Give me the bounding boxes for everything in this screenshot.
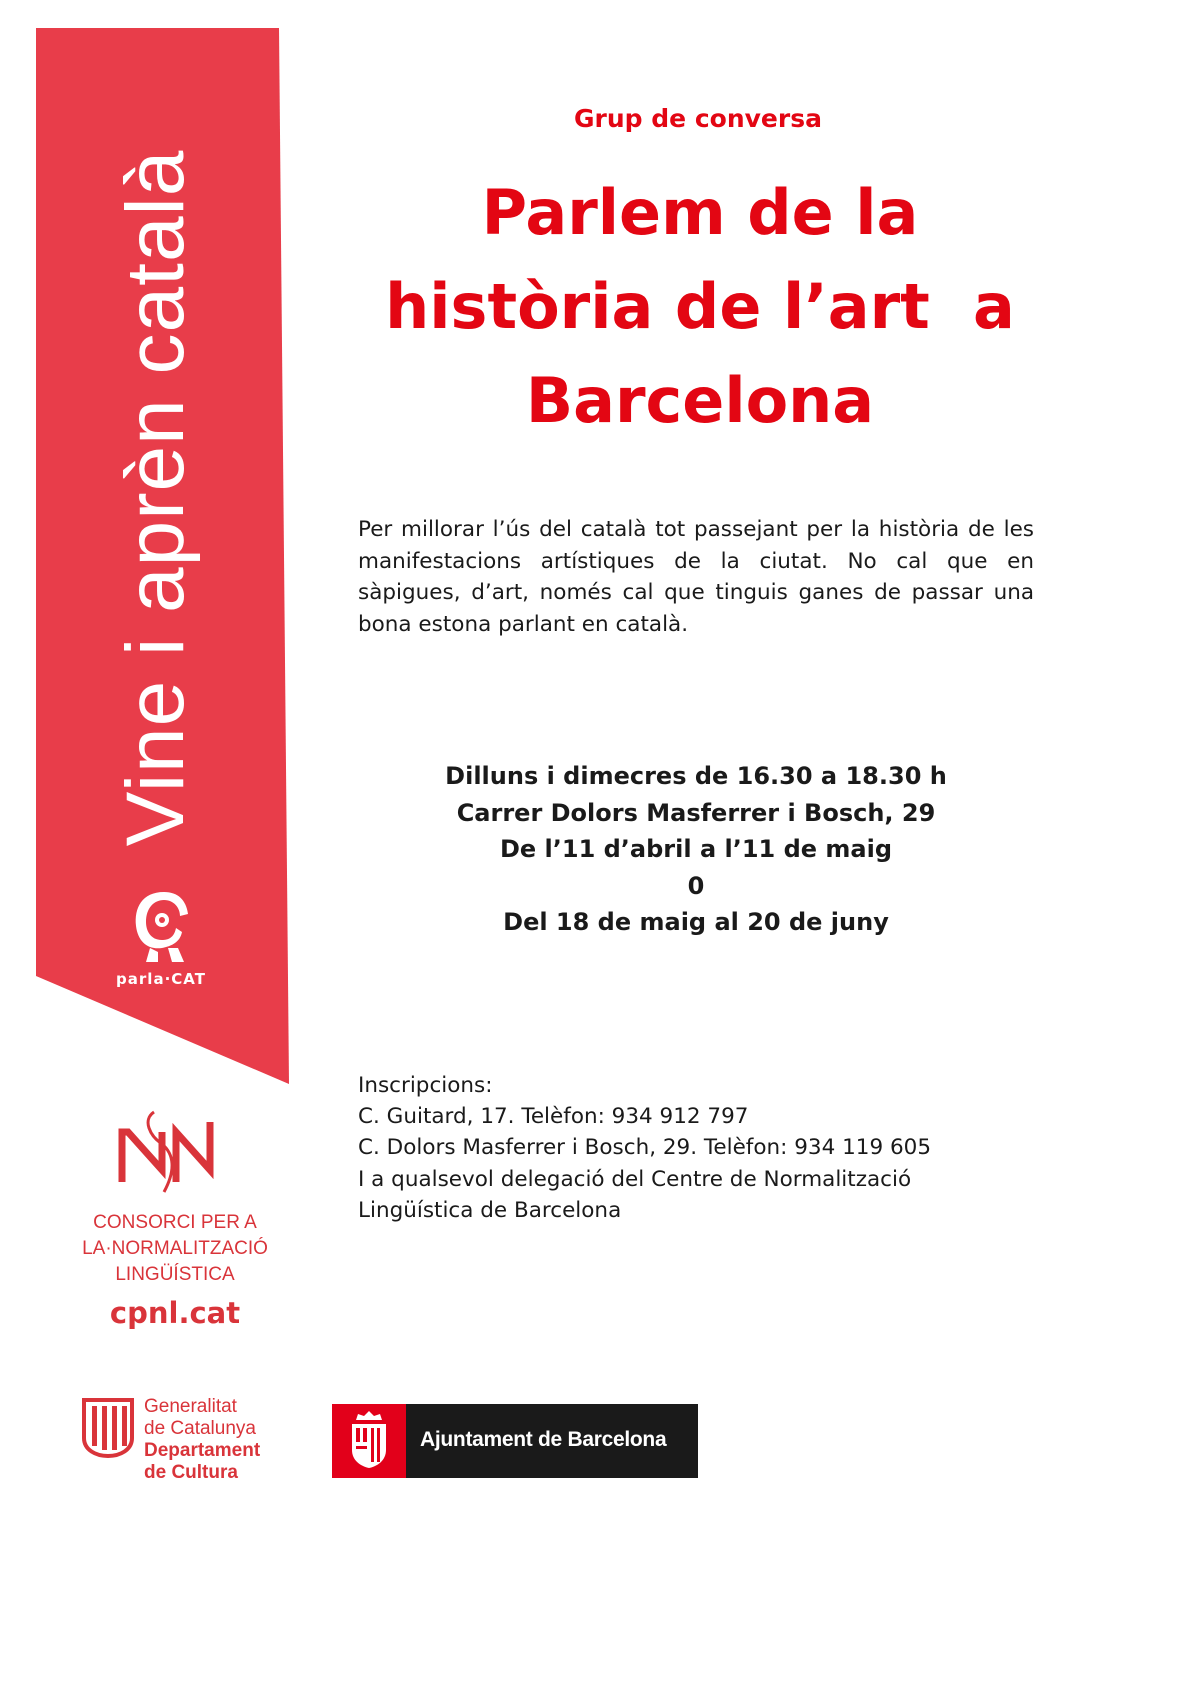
- schedule-address: Carrer Dolors Masferrer i Bosch, 29: [456, 798, 936, 827]
- generalitat-logo-text: [144, 1396, 260, 1484]
- generalitat-line1: Generalitat: [144, 1396, 237, 1417]
- registration-line-guitard: C. Guitard, 17. Telèfon: 934 912 797: [358, 1104, 749, 1130]
- cpnl-name-line3: LINGÜÍSTICA: [115, 1264, 235, 1285]
- title-line3: Barcelona: [525, 364, 875, 437]
- registration-line-delegations: I a qualsevol delegació del Centre de Normalització: [358, 1166, 912, 1192]
- schedule-block: [358, 758, 1034, 941]
- generalitat-line3: Departament: [144, 1440, 261, 1461]
- generalitat-line4: de Cultura: [144, 1462, 238, 1483]
- page-title: [350, 166, 1050, 448]
- parlacat-mascot-icon: [128, 886, 198, 966]
- generalitat-emblem-icon: [80, 1398, 136, 1458]
- title-line1: Parlem de la: [481, 176, 919, 249]
- cpnl-name-line1: CONSORCI PER A: [93, 1212, 257, 1233]
- generalitat-line2: de Catalunya: [144, 1418, 256, 1439]
- banner-slogan: Vine i aprèn català: [110, 149, 201, 847]
- ajuntament-label: Ajuntament de Barcelona: [420, 1428, 667, 1451]
- registration-heading: Inscripcions:: [358, 1073, 493, 1098]
- schedule-period-2: Del 18 de maig al 20 de juny: [503, 908, 889, 936]
- registration-line-barcelona: Lingüística de Barcelona: [358, 1197, 622, 1223]
- schedule-period-1: De l’11 d’abril a l’11 de maig: [499, 835, 893, 863]
- schedule-separator: 0: [687, 871, 705, 900]
- schedule-days: Dilluns i dimecres de 16.30 a 18.30 h: [445, 762, 947, 790]
- title-line2: història de l’art a: [385, 270, 1015, 343]
- promo-banner: [36, 28, 290, 1084]
- cpnl-name-line2: LA·NORMALITZACIÓ: [82, 1238, 268, 1259]
- barcelona-shield-icon: [346, 1410, 392, 1472]
- cpnl-website[interactable]: cpnl.cat: [109, 1296, 241, 1330]
- cpnl-logo-icon: [116, 1104, 222, 1200]
- description-paragraph: Per millorar l’ús del català tot passejant per la història de les manifestacions artístiques de la ciutat. No cal que en sàpigues, d’art, només cal que tinguis ganes de passar una bona estona parlant en català.: [358, 517, 1034, 637]
- page-subtitle: Grup de conversa: [574, 104, 822, 133]
- parlacat-label: parla·CAT: [116, 970, 206, 988]
- registration-block: [358, 1070, 1058, 1226]
- registration-line-masferrer: C. Dolors Masferrer i Bosch, 29. Telèfon: 934 119 605: [358, 1135, 932, 1161]
